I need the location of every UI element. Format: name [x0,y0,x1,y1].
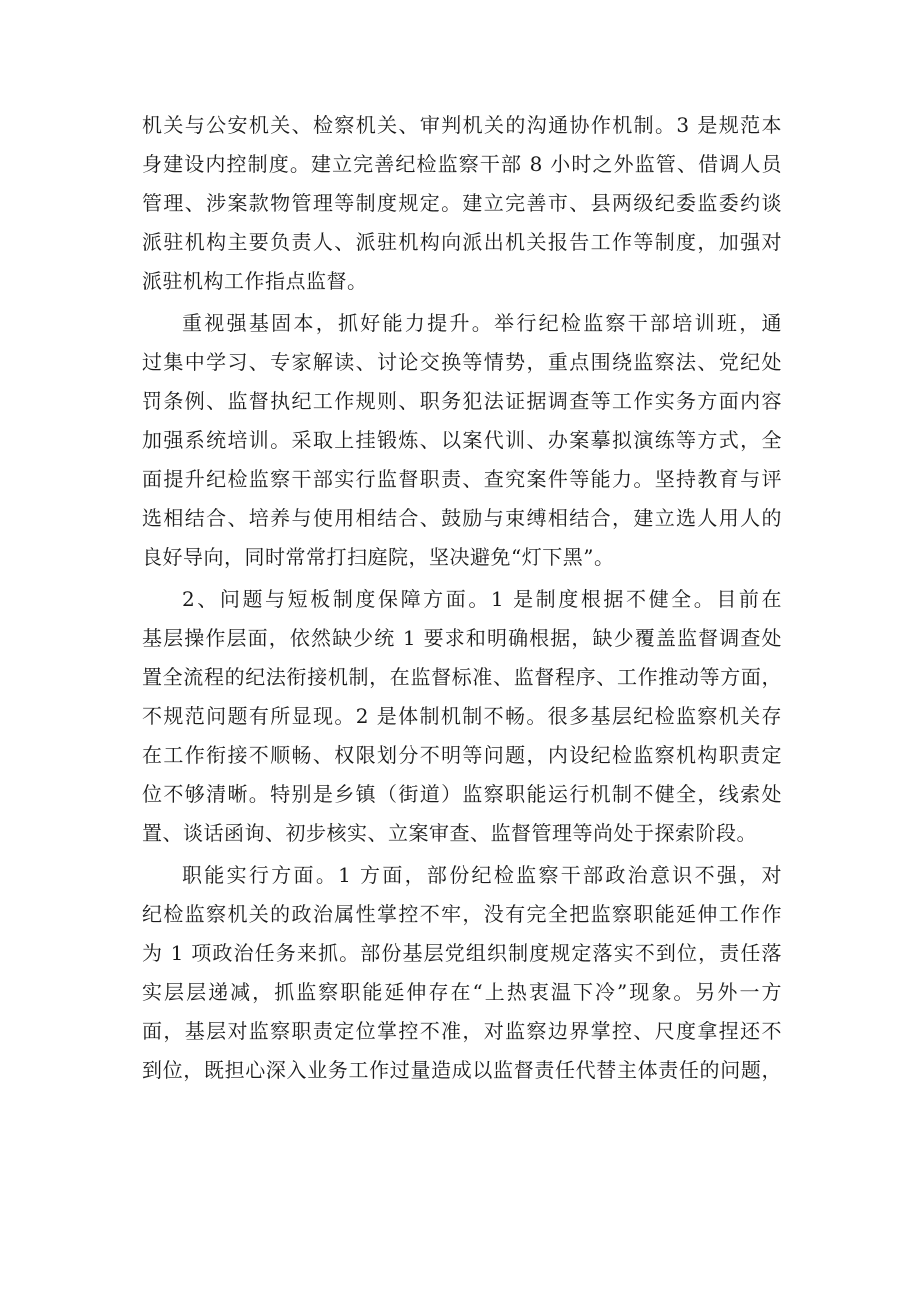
text-line: 位不够清晰。特别是乡镇（街道）监察职能运行机制不健全，线索处 [142,782,782,806]
text-line: 纪检监察机关的政治属性掌控不牢，没有完全把监察职能延伸工作作 [142,902,782,926]
text-line: 在工作衔接不顺畅、权限划分不明等问题，内设纪检监察机构职责定 [142,743,782,767]
text-line: 到位，既担心深入业务工作过量造成以监督责任代替主体责任的问题， [142,1058,782,1082]
text-line: 过集中学习、专家解读、讨论交换等情势，重点围绕监察法、党纪处 [142,350,782,374]
document-body [142,106,782,1090]
text-line: 机关与公安机关、检察机关、审判机关的沟通协作机制。3 是规范本 [142,113,782,137]
text-line: 为 1 项政治任务来抓。部份基层党组织制度规定落实不到位，责任落 [142,941,782,965]
text-line: 罚条例、监督执纪工作规则、职务犯法证据调查等工作实务方面内容 [142,389,782,413]
text-line: 实层层递减，抓监察职能延伸存在“上热衷温下冷”现象。另外一方 [142,980,782,1004]
text-line: 置全流程的纪法衔接机制，在监督标准、监督程序、工作推动等方面， [142,665,782,689]
text-line: 派驻机构工作指点监督。 [142,269,368,293]
text-line: 加强系统培训。采取上挂锻炼、以案代训、办案摹拟演练等方式，全 [142,428,782,452]
text-line: 选相结合、培养与使用相结合、鼓励与束缚相结合，建立选人用人的 [142,506,782,530]
paragraph [142,106,782,301]
text-line: 良好导向，同时常常打扫庭院，坚决避免“灯下黑”。 [142,545,615,569]
text-line: 重视强基固本，抓好能力提升。举行纪检监察干部培训班，通 [182,311,782,335]
text-line: 不规范问题有所显现。2 是体制机制不畅。很多基层纪检监察机关存 [142,704,782,728]
text-line: 2、问题与短板制度保障方面。1 是制度根据不健全。目前在 [182,587,782,611]
paragraph [142,856,782,1090]
text-line: 基层操作层面，依然缺少统 1 要求和明确根据，缺少覆盖监督调查处 [142,626,782,650]
text-line: 面，基层对监察职责定位掌控不准，对监察边界掌控、尺度拿捏还不 [142,1019,782,1043]
text-line: 管理、涉案款物管理等制度规定。建立完善市、县两级纪委监委约谈 [142,191,782,215]
text-line: 面提升纪检监察干部实行监督职责、查究案件等能力。坚持教育与评 [142,467,782,491]
text-line: 置、谈话函询、初步核实、立案审查、监督管理等尚处于探索阶段。 [142,821,757,845]
text-line: 派驻机构主要负责人、派驻机构向派出机关报告工作等制度，加强对 [142,230,782,254]
text-line: 职能实行方面。1 方面，部份纪检监察干部政治意识不强，对 [182,863,782,887]
paragraph [142,580,782,853]
text-line: 身建设内控制度。建立完善纪检监察干部 8 小时之外监管、借调人员 [142,152,782,176]
paragraph [142,304,782,577]
